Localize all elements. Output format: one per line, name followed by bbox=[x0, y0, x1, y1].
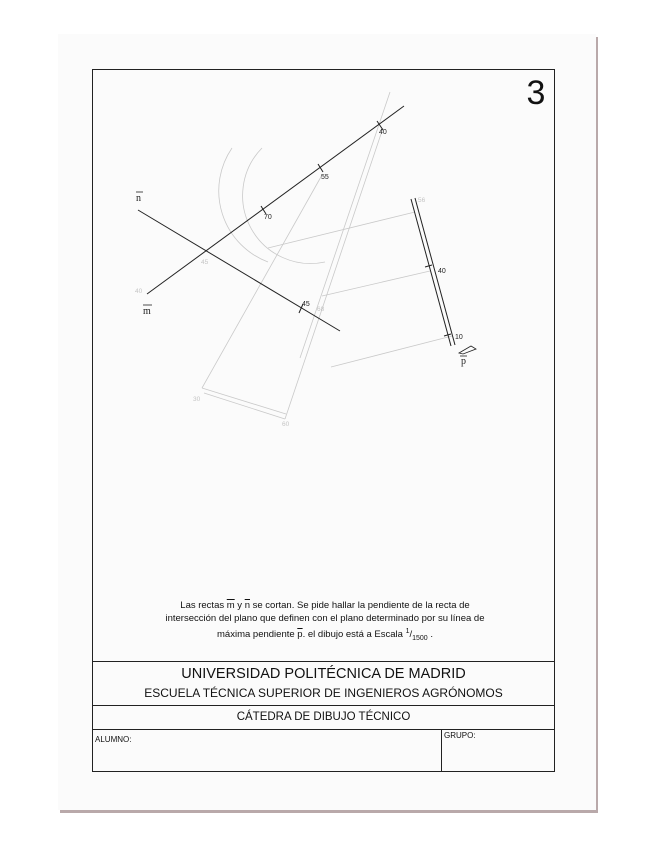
statement-text: y bbox=[234, 600, 245, 611]
pencil-mark-45: 45 bbox=[201, 259, 209, 266]
scale-numerator: 1 bbox=[405, 628, 410, 635]
p-mark-10: 10 bbox=[455, 334, 463, 341]
pencil-mark-56: 56 bbox=[418, 197, 426, 204]
statement-m: $\overline{m}$ bbox=[226, 600, 235, 611]
statement-text: . el dibujo está a Escala bbox=[302, 629, 406, 641]
line-n bbox=[138, 210, 340, 331]
statement-text: se cortan. Se pide hallar la pendiente de la recta de bbox=[250, 600, 470, 611]
line-m bbox=[147, 106, 404, 294]
title-block-rule-2 bbox=[92, 705, 555, 706]
line-p-b bbox=[415, 198, 455, 345]
construction-arc bbox=[243, 148, 325, 264]
construction-line-5 bbox=[285, 128, 383, 419]
pencil-mark-60: 60 bbox=[282, 421, 290, 428]
school-name: ESCUELA TÉCNICA SUPERIOR DE INGENIEROS AGRÓNOMOS bbox=[144, 686, 503, 700]
m-mark-70: 70 bbox=[264, 214, 272, 221]
pencil-mark-40: 40 bbox=[135, 288, 143, 295]
title-block-rule-3 bbox=[92, 729, 555, 730]
p-tick-40 bbox=[425, 265, 432, 267]
construction-line-8 bbox=[331, 336, 452, 367]
university-name: UNIVERSIDAD POLITÉCNICA DE MADRID bbox=[181, 666, 466, 682]
construction-line-7 bbox=[322, 271, 430, 296]
plane-symbol bbox=[459, 346, 476, 354]
statement-text: Las rectas bbox=[180, 600, 227, 611]
student-label: ALUMNO: bbox=[95, 735, 132, 744]
construction-line-3 bbox=[202, 388, 286, 414]
pencil-mark-30: 30 bbox=[193, 396, 201, 403]
sheet-number: 3 bbox=[526, 74, 546, 112]
statement-text: . bbox=[427, 629, 433, 641]
department-name: CÁTEDRA DE DIBUJO TÉCNICO bbox=[236, 711, 411, 723]
label-p: p bbox=[461, 356, 466, 367]
m-mark-55: 55 bbox=[321, 174, 329, 181]
p-mark-40: 40 bbox=[438, 268, 446, 275]
construction-line-4 bbox=[204, 393, 285, 419]
pencil-mark-68: 68 bbox=[317, 306, 325, 313]
construction-line-6 bbox=[268, 212, 415, 248]
group-label: GRUPO: bbox=[444, 731, 476, 740]
label-m: m bbox=[143, 306, 151, 317]
statement-n: $\overline{n}$ bbox=[244, 600, 250, 611]
construction-line-1 bbox=[300, 92, 390, 358]
problem-statement: Las rectas $\overline{m}$ y $\overline{n}$ se cortan. Se pide hallar la pendiente de la recta de intersección del plano que definen con el plano determinado por su línea de máxima pendiente $\overline{p}$. el dibujo está a Escala $^1/_{1500}$ . bbox=[165, 600, 485, 643]
m-mark-40: 40 bbox=[379, 129, 387, 136]
statement-line-2: intersección del plano que definen con el plano determinado por su línea de bbox=[165, 613, 485, 624]
title-block-divider bbox=[441, 729, 442, 772]
scale-denominator: 1500 bbox=[412, 635, 428, 643]
label-n: n bbox=[136, 193, 141, 204]
pencil-construction bbox=[202, 92, 452, 419]
title-block-top-rule bbox=[92, 661, 555, 662]
statement-text: máxima pendiente bbox=[217, 629, 298, 641]
statement-p: $\overline{p}$ bbox=[297, 629, 303, 641]
n-mark-45: 45 bbox=[302, 301, 310, 308]
